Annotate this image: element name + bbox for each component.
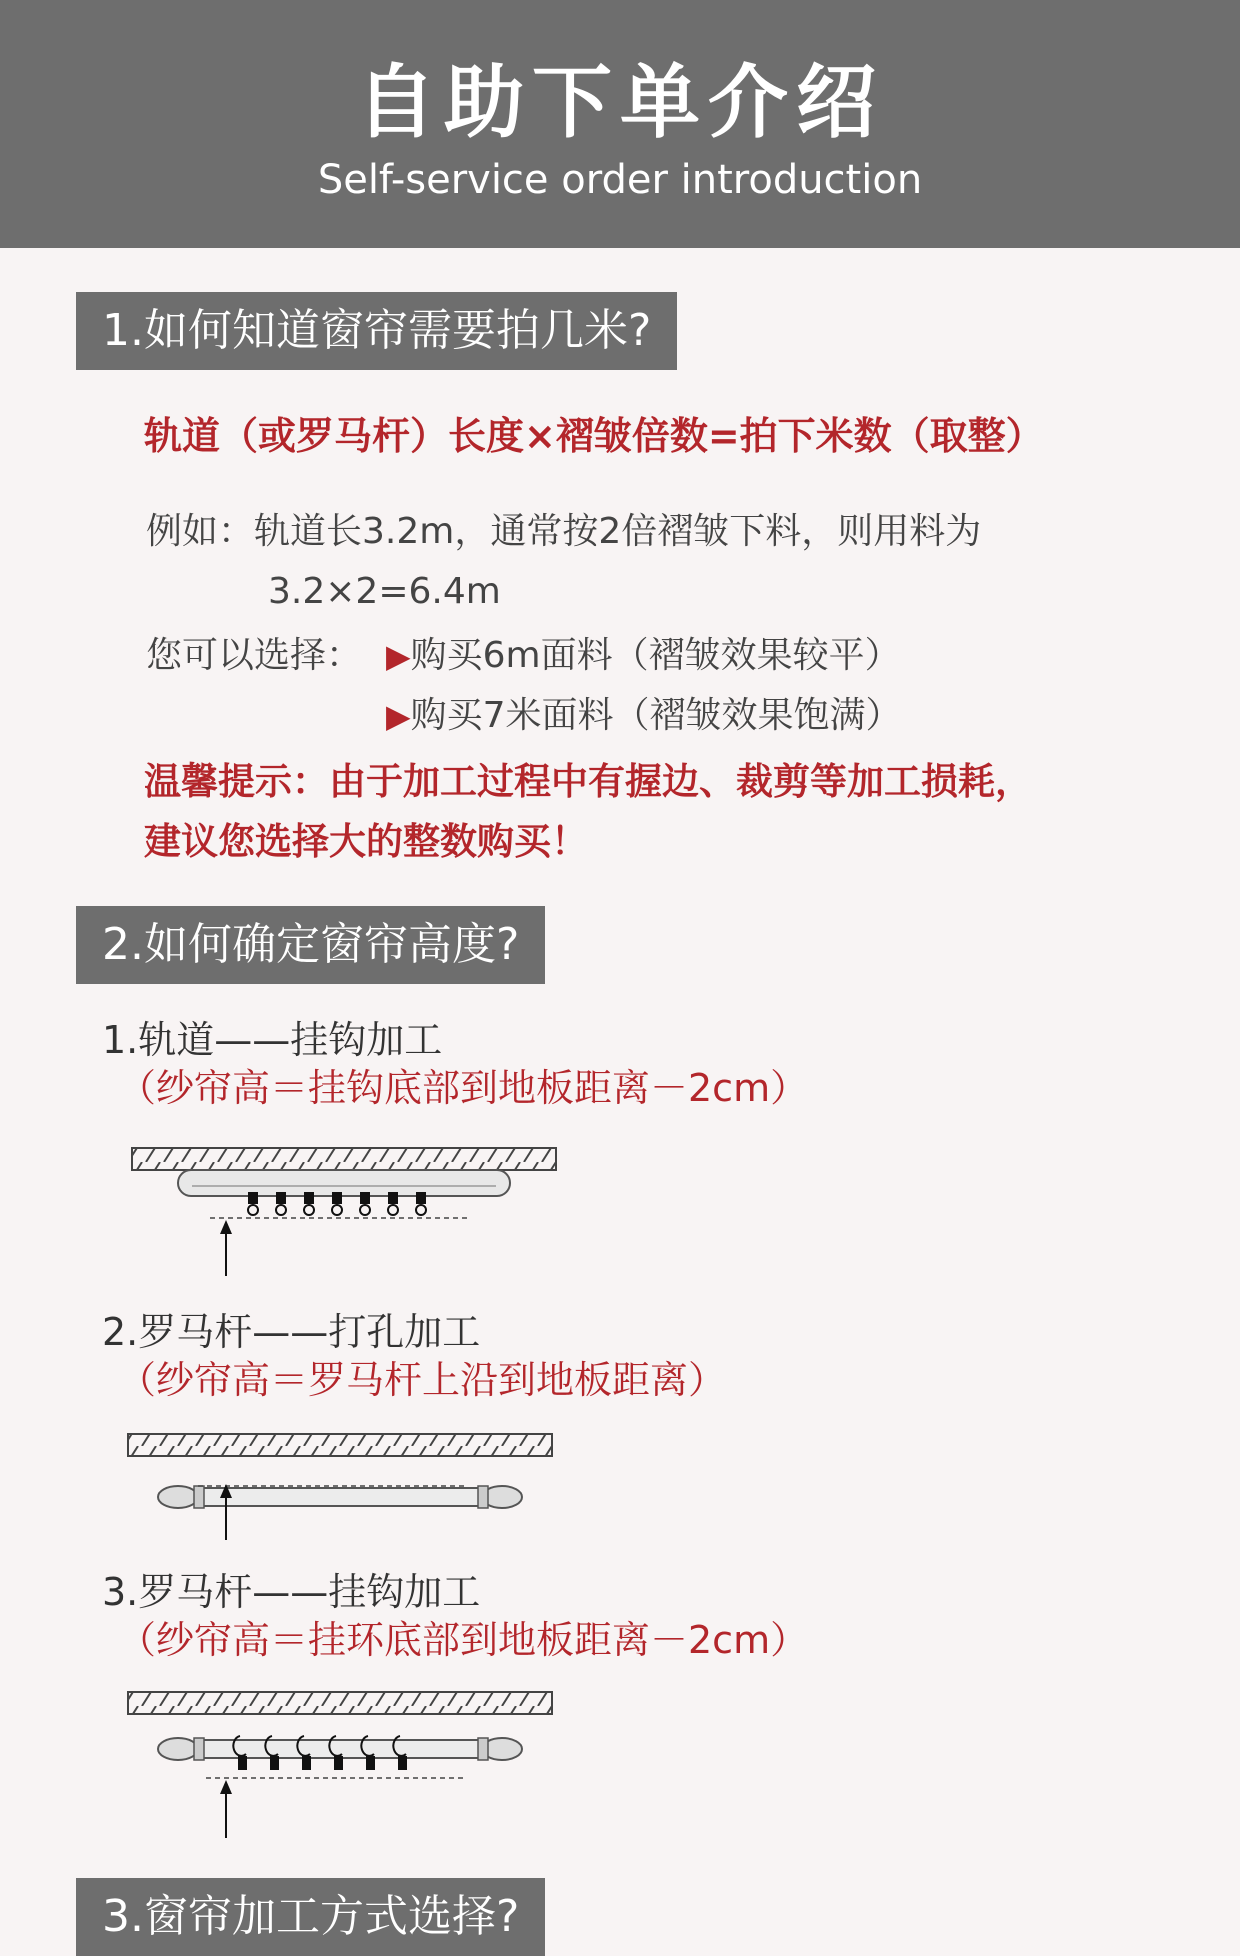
- section2-heading: 2.如何确定窗帘高度?: [76, 906, 545, 984]
- tip-line-2: 建议您选择大的整数购买！: [144, 820, 588, 863]
- height-item-3-title: 3.罗马杆——挂钩加工: [102, 1570, 481, 1614]
- section1-heading: 1.如何知道窗帘需要拍几米?: [76, 292, 677, 370]
- choose-label: 您可以选择：: [146, 635, 363, 676]
- tip-line-1: 温馨提示：由于加工过程中有握边、裁剪等加工损耗，: [144, 760, 1032, 803]
- roman-rod-icon: [158, 1486, 522, 1508]
- length-formula: 轨道（或罗马杆）长度×褶皱倍数=拍下米数（取整）: [144, 414, 1044, 458]
- ceiling-icon: [128, 1692, 552, 1714]
- height-item-2-formula: （纱帘高＝罗马杆上沿到地板距离）: [118, 1358, 727, 1402]
- option-2-text: 购买7米面料（褶皱效果饱满）: [410, 695, 902, 736]
- ceiling-icon: [132, 1148, 556, 1170]
- page-subtitle: Self-service order introduction: [317, 157, 923, 203]
- example-line-2: 3.2×2=6.4m: [268, 571, 501, 612]
- height-item-1-title: 1.轨道——挂钩加工: [102, 1018, 443, 1062]
- header-banner: [0, 0, 1240, 248]
- option-2: [386, 692, 902, 740]
- roman-rod-hook-diagram: [122, 1684, 562, 1844]
- triangle-right-icon: ▶: [386, 637, 411, 675]
- section3-heading: 3.窗帘加工方式选择?: [76, 1878, 545, 1956]
- option-1-text: 购买6m面料（褶皱效果较平）: [410, 635, 901, 676]
- example-line-1: 例如：轨道长3.2m，通常按2倍褶皱下料，则用料为: [146, 511, 982, 552]
- height-item-2-title: 2.罗马杆——打孔加工: [102, 1310, 481, 1354]
- track-hook-diagram: [126, 1140, 566, 1280]
- track-icon: [178, 1170, 510, 1196]
- height-item-1-formula: （纱帘高＝挂钩底部到地板距离－2cm）: [118, 1066, 809, 1110]
- height-item-3-formula: （纱帘高＝挂环底部到地板距离－2cm）: [118, 1618, 809, 1662]
- triangle-right-icon: ▶: [386, 697, 411, 735]
- ceiling-icon: [128, 1434, 552, 1456]
- roman-rod-grommet-diagram: [122, 1424, 562, 1544]
- option-1: [386, 632, 901, 680]
- page-title: 自助下单介绍: [356, 56, 884, 149]
